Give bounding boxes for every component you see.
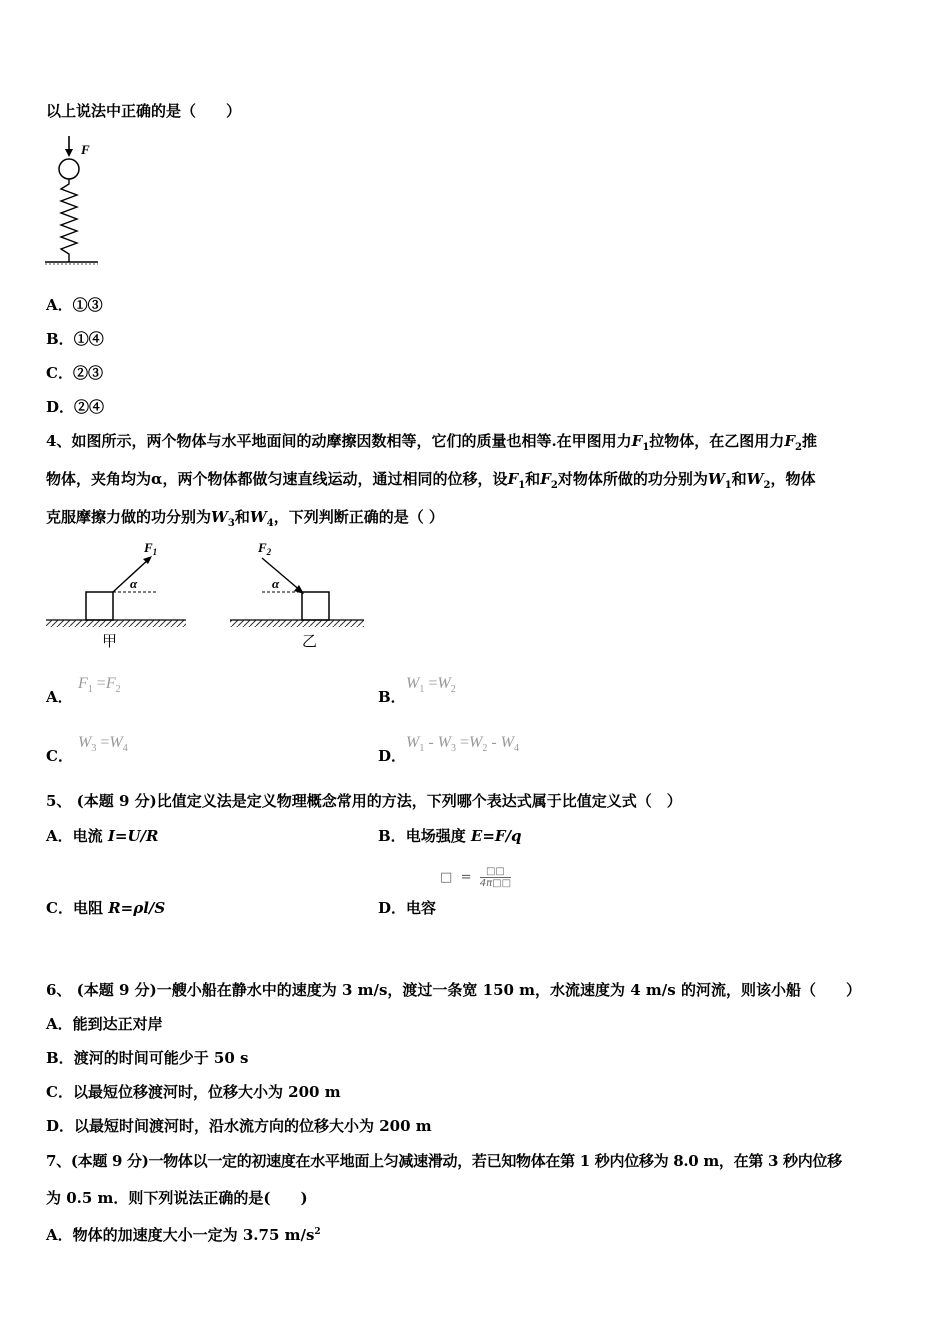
q4-stem-line2: 物体，夹角均为α，两个物体都做匀速直线运动，通过相同的位移，设$F_1$和$F_2$对物体所做的功分别为$W_1$和$W_2$，物体 [46,470,816,491]
q7-stem-line1: 7、(本题 9 分)一物体以一定的初速度在水平地面上匀减速滑动，若已知物体在第 1 秒内位移为 8.0 m，在第 3 秒内位移 [46,1152,842,1170]
force-label-f: F [81,142,90,157]
q3-tail-text: 以上说法中正确的是（ ） [46,102,242,120]
q4-formula-a: $F_1 =F_2$ [78,675,121,696]
caption-yi: 乙 [302,634,318,650]
force-label-f2: $F_2$ [258,540,272,557]
angle-label-left: α [130,576,138,591]
q6-stem: 6、 (本题 9 分)一艘小船在静水中的速度为 3 m/s，渡过一条宽 150 m，水流速度为 4 m/s 的河流，则该小船（ ） [46,981,861,999]
q4-option-b[interactable]: B． [378,688,406,706]
q7-stem-line2: 为 0.5 m．则下列说法正确的是( ) [46,1189,308,1207]
q5-option-c[interactable]: C．电阻 R=ρl/S [46,899,166,917]
q4-option-c[interactable]: C． [46,747,73,765]
q3-option-b[interactable]: B．①④ [46,330,104,348]
q6-option-c[interactable]: C．以最短位移渡河时，位移大小为 200 m [46,1083,341,1101]
q7-option-a[interactable]: A．物体的加速度大小一定为 3.75 $m/s^2$ [46,1226,321,1244]
q4-stem-line1: 4、如图所示，两个物体与水平地面间的动摩擦因数相等，它们的质量也相等.在甲图用力$F_1$拉物体，在乙图用力$F_2$推 [46,432,817,453]
q6-option-d[interactable]: D．以最短时间渡河时，沿水流方向的位移大小为 200 m [46,1117,432,1135]
caption-jia: 甲 [102,634,118,650]
q6-option-b[interactable]: B．渡河的时间可能少于 50 s [46,1049,249,1067]
q5-option-b[interactable]: B．电场强度 E=F/q [378,827,522,845]
q3-option-a[interactable]: A．①③ [46,296,103,314]
q4-formula-c: $W_3 =W_4$ [78,734,128,755]
q4-option-a[interactable]: A． [46,688,73,706]
q4-formula-d: $W_1 - W_3 =W_2 - W_4$ [406,734,519,755]
spring-figure [40,132,110,268]
q5-stem: 5、 (本题 9 分)比值定义法是定义物理概念常用的方法，下列哪个表达式属于比值定义式（ ） [46,792,682,810]
q4-stem-line3: 克服摩擦力做的功分别为$W_3$和$W_4$，下列判断正确的是（ ） [46,508,444,529]
q6-option-a[interactable]: A．能到达正对岸 [46,1015,163,1033]
force-label-f1: $F_1$ [144,540,158,557]
q5-d-formula: □ = □□ 4π□□ [440,866,512,889]
q4-figure [40,536,370,654]
angle-label-right: α [272,576,280,591]
q4-formula-b: $W_1 =W_2$ [406,675,456,696]
q4-option-d[interactable]: D． [378,747,407,765]
q3-option-d[interactable]: D．②④ [46,398,105,416]
q5-option-d[interactable]: D．电容 [378,899,437,917]
q3-option-c[interactable]: C．②③ [46,364,103,382]
q5-option-a[interactable]: A．电流 I=U/R [46,827,159,845]
